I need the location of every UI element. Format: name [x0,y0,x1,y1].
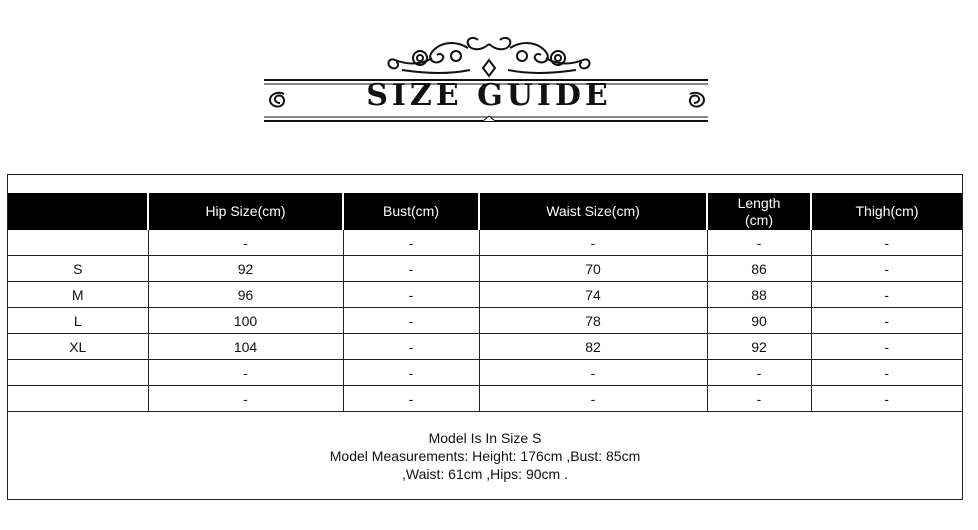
size-label-cell [8,360,148,386]
table-cell: 92 [707,334,811,360]
table-cell: - [479,386,707,412]
table-cell: - [811,334,962,360]
table-cell: - [707,360,811,386]
table-cell: - [343,256,479,282]
table-cell: - [707,386,811,412]
table-cell: - [343,386,479,412]
table-cell: 90 [707,308,811,334]
table-cell: 74 [479,282,707,308]
table-cell: 104 [148,334,343,360]
table-cell: - [148,360,343,386]
column-header: Waist Size(cm) [479,193,707,230]
table-cell: 92 [148,256,343,282]
column-header [8,193,148,230]
table-cell: - [343,308,479,334]
table-cell: - [811,386,962,412]
table-cell: - [811,230,962,256]
table-cell: - [811,308,962,334]
table-cell: 70 [479,256,707,282]
model-notes [8,429,962,483]
table-cell: 78 [479,308,707,334]
table-cell: - [811,256,962,282]
column-header: Bust(cm) [343,193,479,230]
column-header: Hip Size(cm) [148,193,343,230]
size-chart-card [7,174,963,500]
size-label-cell: S [8,256,148,282]
table-row [8,386,962,412]
table-row [8,360,962,386]
page-title: SIZE GUIDE [366,78,612,113]
table-cell: 86 [707,256,811,282]
table-cell: - [811,360,962,386]
table-row [8,230,962,256]
table-header-row [8,193,962,230]
size-label-cell [8,386,148,412]
model-measurements-note: Model Measurements: Height: 176cm ,Bust: 85cm [329,448,641,464]
table-cell: 82 [479,334,707,360]
table-cell: - [343,334,479,360]
table-body [8,230,962,412]
table-row [8,334,962,360]
table-row [8,256,962,282]
model-size-note: Model Is In Size S [428,430,542,446]
table-cell: - [811,282,962,308]
table-cell: - [479,360,707,386]
table-cell: - [343,282,479,308]
table-row [8,308,962,334]
table-cell: 100 [148,308,343,334]
column-header: Thigh(cm) [811,193,962,230]
model-measurements-note-2: ,Waist: 61cm ,Hips: 90cm . [402,466,568,482]
size-label-cell: M [8,282,148,308]
table-cell: 88 [707,282,811,308]
size-label-cell: XL [8,334,148,360]
table-cell: - [343,230,479,256]
table-row [8,282,962,308]
size-table [8,193,962,412]
table-cell: - [479,230,707,256]
size-label-cell [8,230,148,256]
column-header: Length (cm) [707,193,811,230]
table-cell: - [148,230,343,256]
table-cell: - [343,360,479,386]
flourish-ornament-icon [388,38,589,76]
table-cell: - [148,386,343,412]
size-guide-header [0,0,978,170]
table-cell: 96 [148,282,343,308]
size-label-cell: L [8,308,148,334]
table-cell: - [707,230,811,256]
